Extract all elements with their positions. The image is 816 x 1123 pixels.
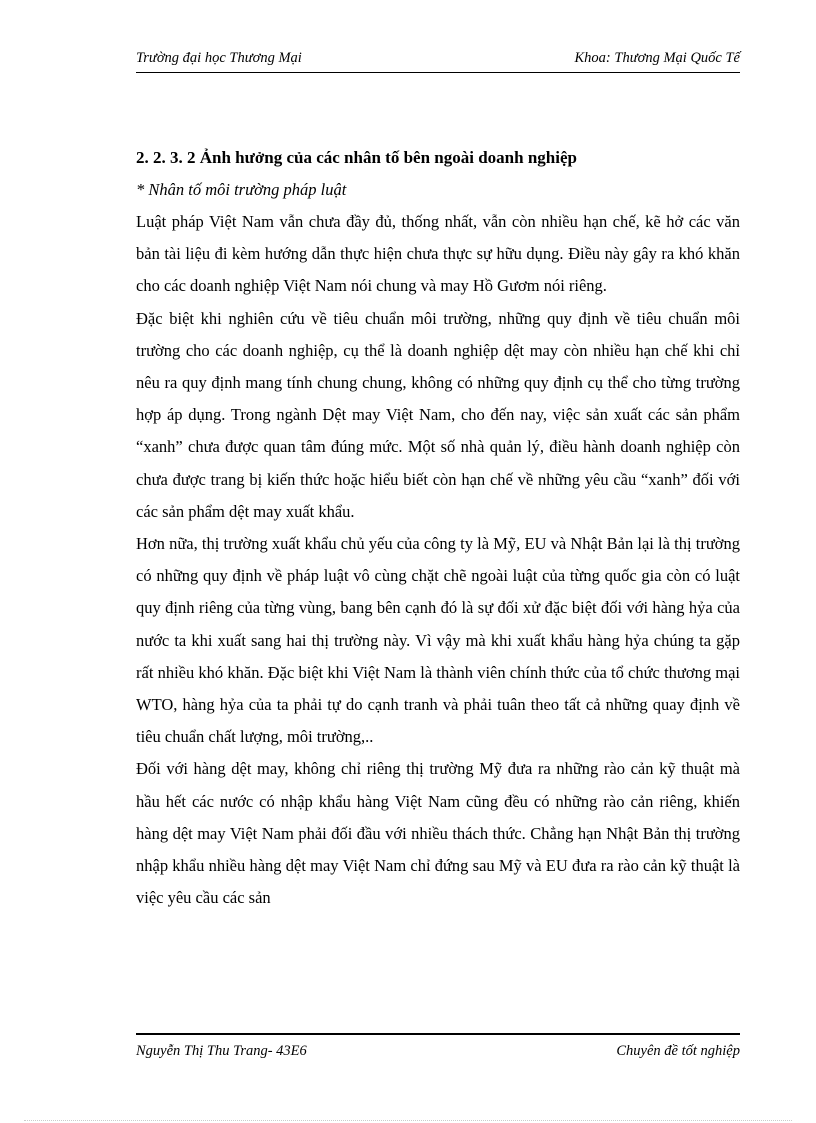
header-university: Trường đại học Thương Mại <box>136 50 302 66</box>
page-header <box>136 50 740 73</box>
page-body <box>136 142 740 914</box>
paragraph-3: Hơn nữa, thị trường xuất khẩu chủ yếu của công ty là Mỹ, EU và Nhật Bản lại là thị trường có những quy định về pháp luật vô cùng chặt chẽ ngoài luật của từng quốc gia còn có luật quy định riêng của từng vùng, bang bên cạnh đó là sự đối xử đặc biệt đối với hàng hỷa của nước ta khi xuất sang hai thị trường này. Vì vậy mà khi xuất khẩu hàng hỷa chúng ta gặp rất nhiều khó khăn. Đặc biệt khi Việt Nam là thành viên chính thức của tổ chức thương mại WTO, hàng hỷa của ta phải tự do cạnh tranh và phải tuân theo tất cả những quay định về tiêu chuẩn chất lượng, môi trường,.. <box>136 534 740 747</box>
header-faculty: Khoa: Thương Mại Quốc Tế <box>574 50 740 66</box>
section-title: 2. 2. 3. 2 Ảnh hưởng của các nhân tố bên ngoài doanh nghiệp <box>136 148 577 167</box>
footer-author: Nguyễn Thị Thu Trang- 43E6 <box>136 1043 307 1059</box>
paragraph-1: Luật pháp Việt Nam vẫn chưa đầy đủ, thống nhất, vẫn còn nhiều hạn chế, kẽ hở các văn bản tài liệu đi kèm hướng dẫn thực hiện chưa thực sự hữu dụng. Điều này gây ra khó khăn cho các doanh nghiệp Việt Nam nói chung và may Hồ Gươm nói riêng. <box>136 212 740 296</box>
page-edge-divider <box>24 1120 792 1121</box>
paragraph-2: Đặc biệt khi nghiên cứu về tiêu chuẩn môi trường, những quy định về tiêu chuẩn môi trường cho các doanh nghiệp, cụ thể là doanh nghiệp dệt may còn nhiều hạn chế khi chỉ nêu ra quy định mang tính chung chung, không có những quy định cụ thể cho từng trường hợp áp dụng. Trong ngành Dệt may Việt Nam, cho đến nay, việc sản xuất các sản phẩm “xanh” chưa được quan tâm đúng mức. Một số nhà quản lý, điều hành doanh nghiệp còn chưa được trang bị kiến thức hoặc hiểu biết còn hạn chế về những yêu cầu “xanh” đối với các sản phẩm dệt may xuất khẩu. <box>136 308 740 521</box>
footer-doc-type: Chuyên đề tốt nghiệp <box>616 1043 740 1059</box>
page-footer <box>136 1033 740 1059</box>
sub-heading: * Nhân tố môi trường pháp luật <box>136 180 347 199</box>
paragraph-4: Đối với hàng dệt may, không chỉ riêng thị trường Mỹ đưa ra những rào cản kỹ thuật mà hầu hết các nước có nhập khẩu hàng Việt Nam cũng đều có những rào cản riêng, khiến hàng dệt may Việt Nam phải đối đầu với nhiều thách thức. Chẳng hạn Nhật Bản thị trường nhập khẩu nhiều hàng dệt may Việt Nam chỉ đứng sau Mỹ và EU đưa ra rào cản kỹ thuật là việc yêu cầu các sản <box>136 759 740 908</box>
